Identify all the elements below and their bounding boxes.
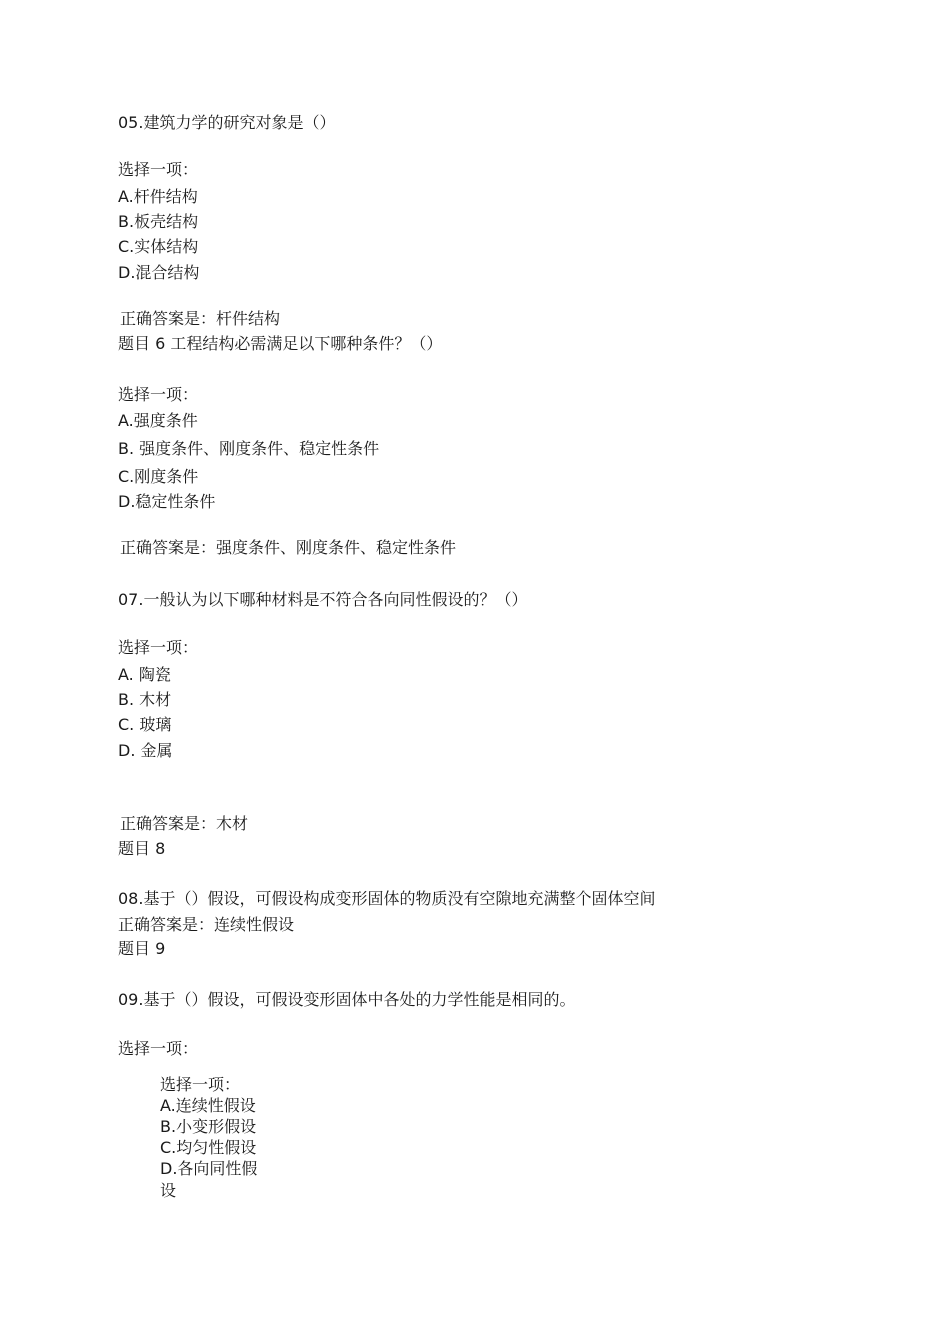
question-9-option-a: A.连续性假设 <box>160 1096 256 1115</box>
question-5-prompt: 选择一项： <box>118 160 199 179</box>
question-6-text: 题目 6 工程结构必需满足以下哪种条件？（） <box>118 334 443 353</box>
question-7-option-a: A. 陶瓷 <box>118 665 171 684</box>
question-6-answer: 正确答案是：强度条件、刚度条件、稳定性条件 <box>120 538 457 557</box>
question-7-option-c: C. 玻璃 <box>118 715 172 734</box>
question-6-option-b: B. 强度条件、刚度条件、稳定性条件 <box>118 439 380 458</box>
question-5-option-d: D.混合结构 <box>118 263 200 282</box>
question-9-text: 09.基于（）假设，可假设变形固体中各处的力学性能是相同的。 <box>118 990 576 1009</box>
question-7-option-d: D. 金属 <box>118 741 173 760</box>
question-6-option-a: A.强度条件 <box>118 411 198 430</box>
question-5-option-c: C.实体结构 <box>118 237 199 256</box>
question-9-heading: 题目 9 <box>118 939 166 958</box>
question-6-prompt: 选择一项： <box>118 385 199 404</box>
question-6-option-c: C.刚度条件 <box>118 467 199 486</box>
question-7-option-b: B. 木材 <box>118 690 172 709</box>
question-9-option-c: C.均匀性假设 <box>160 1138 257 1157</box>
question-7-answer: 正确答案是：木材 <box>120 814 249 833</box>
question-9-option-d-wrap: 设 <box>160 1181 177 1200</box>
question-5-option-a: A.杆件结构 <box>118 187 198 206</box>
question-5-text: 05.建筑力学的研究对象是（） <box>118 113 336 132</box>
question-5-answer: 正确答案是：杆件结构 <box>120 309 281 328</box>
question-9-prompt: 选择一项： <box>118 1039 199 1058</box>
question-7-text: 07.一般认为以下哪种材料是不符合各向同性假设的？（） <box>118 590 528 609</box>
question-9-inner-prompt: 选择一项： <box>160 1075 241 1094</box>
question-6-option-d: D.稳定性条件 <box>118 492 216 511</box>
question-9-option-d: D.各向同性假 <box>160 1159 258 1178</box>
question-5-option-b: B.板壳结构 <box>118 212 199 231</box>
question-8-answer: 正确答案是：连续性假设 <box>118 915 295 934</box>
question-7-prompt: 选择一项： <box>118 638 199 657</box>
question-9-option-b: B.小变形假设 <box>160 1117 257 1136</box>
question-8-text: 08.基于（）假设，可假设构成变形固体的物质没有空隙地充满整个固体空间 <box>118 889 656 908</box>
question-8-heading: 题目 8 <box>118 839 166 858</box>
